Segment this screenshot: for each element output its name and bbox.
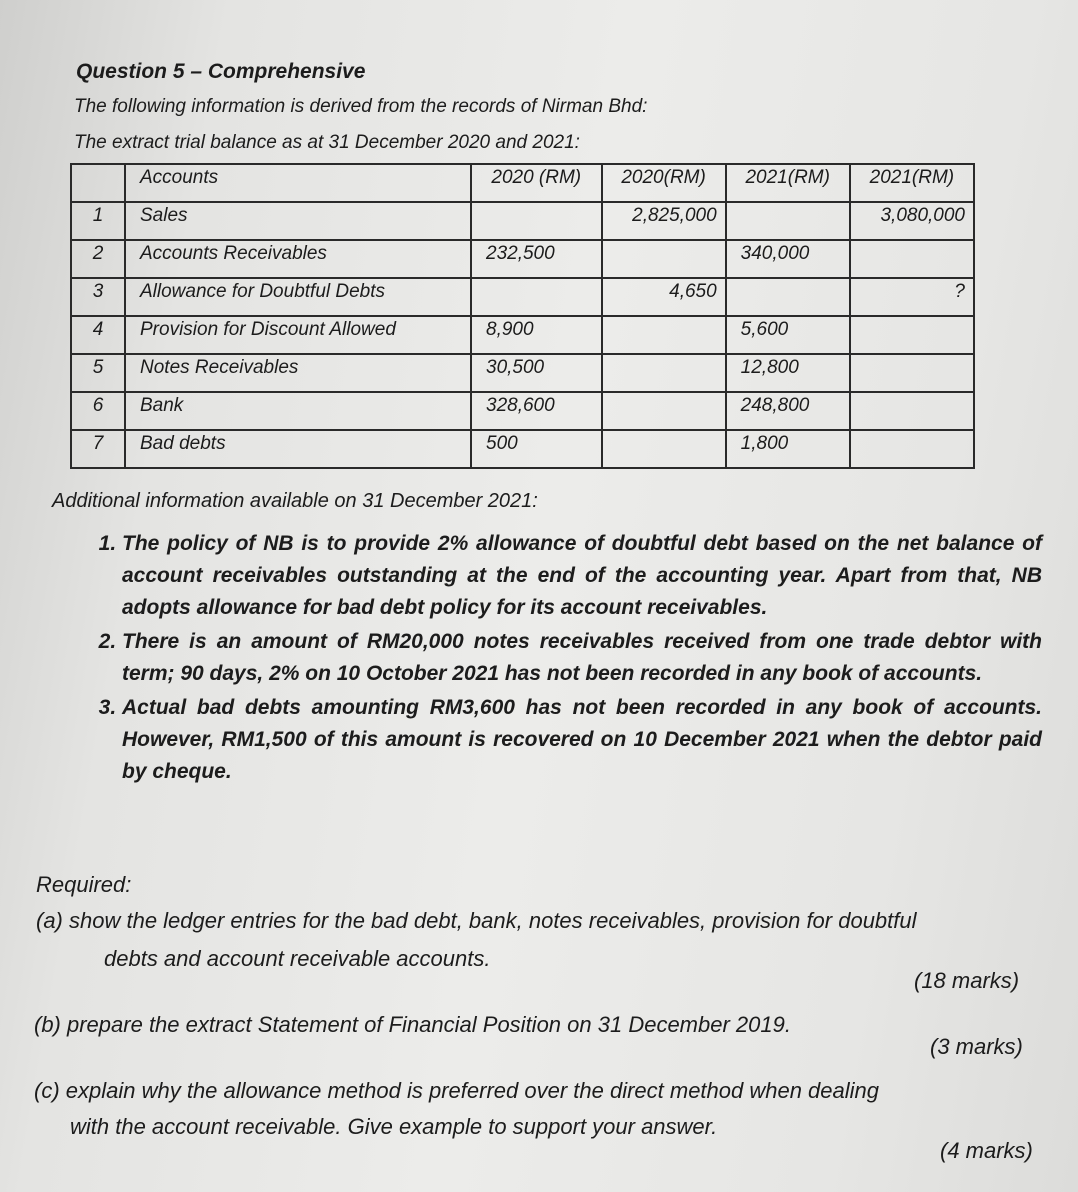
amount-2021-debit bbox=[726, 202, 850, 240]
amount-2020-debit bbox=[471, 202, 602, 240]
amount-2020-debit: 328,600 bbox=[471, 392, 602, 430]
amount-2020-credit bbox=[602, 354, 726, 392]
part-c-line1: (c) explain why the allowance method is preferred over the direct method when dealing bbox=[34, 1078, 880, 1103]
amount-2021-debit bbox=[726, 278, 850, 316]
additional-info-heading: Additional information available on 31 December 2021: bbox=[52, 490, 538, 512]
list-item: 2. There is an amount of RM20,000 notes receivables received from one trade debtor with term; 90 days, 2% on 10 October 2021 has not been recorded in any book of accounts. bbox=[122, 626, 1042, 690]
table-row bbox=[71, 316, 974, 354]
part-a-line2: debts and account receivable accounts. bbox=[104, 946, 491, 971]
part-c-line2: with the account receivable. Give example to support your answer. bbox=[70, 1114, 718, 1139]
amount-2020-debit: 500 bbox=[471, 430, 602, 468]
part-a-line1: (a) show the ledger entries for the bad debt, bank, notes receivables, provision for doubtful bbox=[36, 908, 917, 933]
table-row bbox=[71, 278, 974, 316]
amount-2021-debit: 340,000 bbox=[726, 240, 850, 278]
account-name: Accounts Receivables bbox=[125, 240, 471, 278]
amount-2020-credit: 2,825,000 bbox=[602, 202, 726, 240]
account-name: Notes Receivables bbox=[125, 354, 471, 392]
amount-2020-credit: 4,650 bbox=[602, 278, 726, 316]
amount-2020-credit bbox=[602, 392, 726, 430]
list-item: 3. Actual bad debts amounting RM3,600 has not been recorded in any book of accounts. However, RM1,500 of this amount is recovered on 10 December 2021 when the debtor paid by cheque. bbox=[122, 692, 1042, 788]
amount-2020-debit: 232,500 bbox=[471, 240, 602, 278]
amount-2021-debit: 1,800 bbox=[726, 430, 850, 468]
additional-info-list bbox=[80, 528, 1042, 790]
header-2021-debit: 2021(RM) bbox=[726, 164, 850, 202]
amount-2021-credit bbox=[850, 240, 974, 278]
part-a-marks: (18 marks) bbox=[914, 968, 1020, 993]
amount-2021-credit bbox=[850, 316, 974, 354]
table-row bbox=[71, 240, 974, 278]
amount-2021-credit: 3,080,000 bbox=[850, 202, 974, 240]
header-2021-credit: 2021(RM) bbox=[850, 164, 974, 202]
row-number: 2 bbox=[71, 240, 125, 278]
amount-2020-debit bbox=[471, 278, 602, 316]
account-name: Allowance for Doubtful Debts bbox=[125, 278, 471, 316]
amount-2020-credit bbox=[602, 316, 726, 354]
amount-2021-credit bbox=[850, 354, 974, 392]
header-2020-credit: 2020(RM) bbox=[602, 164, 726, 202]
account-name: Sales bbox=[125, 202, 471, 240]
intro-text: The following information is derived from the records of Nirman Bhd: bbox=[74, 96, 648, 117]
question-title: Question 5 – Comprehensive bbox=[76, 60, 366, 83]
table-caption: The extract trial balance as at 31 December 2020 and 2021: bbox=[74, 132, 580, 153]
row-number: 4 bbox=[71, 316, 125, 354]
table-row bbox=[71, 202, 974, 240]
table-row bbox=[71, 354, 974, 392]
account-name: Bad debts bbox=[125, 430, 471, 468]
row-number: 1 bbox=[71, 202, 125, 240]
trial-balance-table bbox=[70, 163, 975, 469]
table-row bbox=[71, 430, 974, 468]
part-b-marks: (3 marks) bbox=[930, 1034, 1023, 1059]
amount-2020-credit bbox=[602, 430, 726, 468]
header-accounts: Accounts bbox=[125, 164, 471, 202]
row-number: 5 bbox=[71, 354, 125, 392]
amount-2021-debit: 5,600 bbox=[726, 316, 850, 354]
row-number: 3 bbox=[71, 278, 125, 316]
account-name: Bank bbox=[125, 392, 471, 430]
part-b-line1: (b) prepare the extract Statement of Financial Position on 31 December 2019. bbox=[34, 1012, 791, 1037]
list-item: 1. The policy of NB is to provide 2% allowance of doubtful debt based on the net balance of account receivables outstanding at the end of the accounting year. Apart from that, NB adopts allowance for bad debt policy for its account receivables. bbox=[122, 528, 1042, 624]
table-row bbox=[71, 392, 974, 430]
amount-2020-debit: 30,500 bbox=[471, 354, 602, 392]
amount-2021-debit: 12,800 bbox=[726, 354, 850, 392]
amount-2021-credit: ? bbox=[850, 278, 974, 316]
amount-2020-debit: 8,900 bbox=[471, 316, 602, 354]
table-header-row bbox=[71, 164, 974, 202]
amount-2021-credit bbox=[850, 392, 974, 430]
header-2020-debit: 2020 (RM) bbox=[471, 164, 602, 202]
row-number: 6 bbox=[71, 392, 125, 430]
required-heading: Required: bbox=[36, 872, 132, 897]
amount-2020-credit bbox=[602, 240, 726, 278]
row-number: 7 bbox=[71, 430, 125, 468]
part-c-marks: (4 marks) bbox=[940, 1138, 1033, 1163]
amount-2021-credit bbox=[850, 430, 974, 468]
amount-2021-debit: 248,800 bbox=[726, 392, 850, 430]
account-name: Provision for Discount Allowed bbox=[125, 316, 471, 354]
header-no bbox=[71, 164, 125, 202]
